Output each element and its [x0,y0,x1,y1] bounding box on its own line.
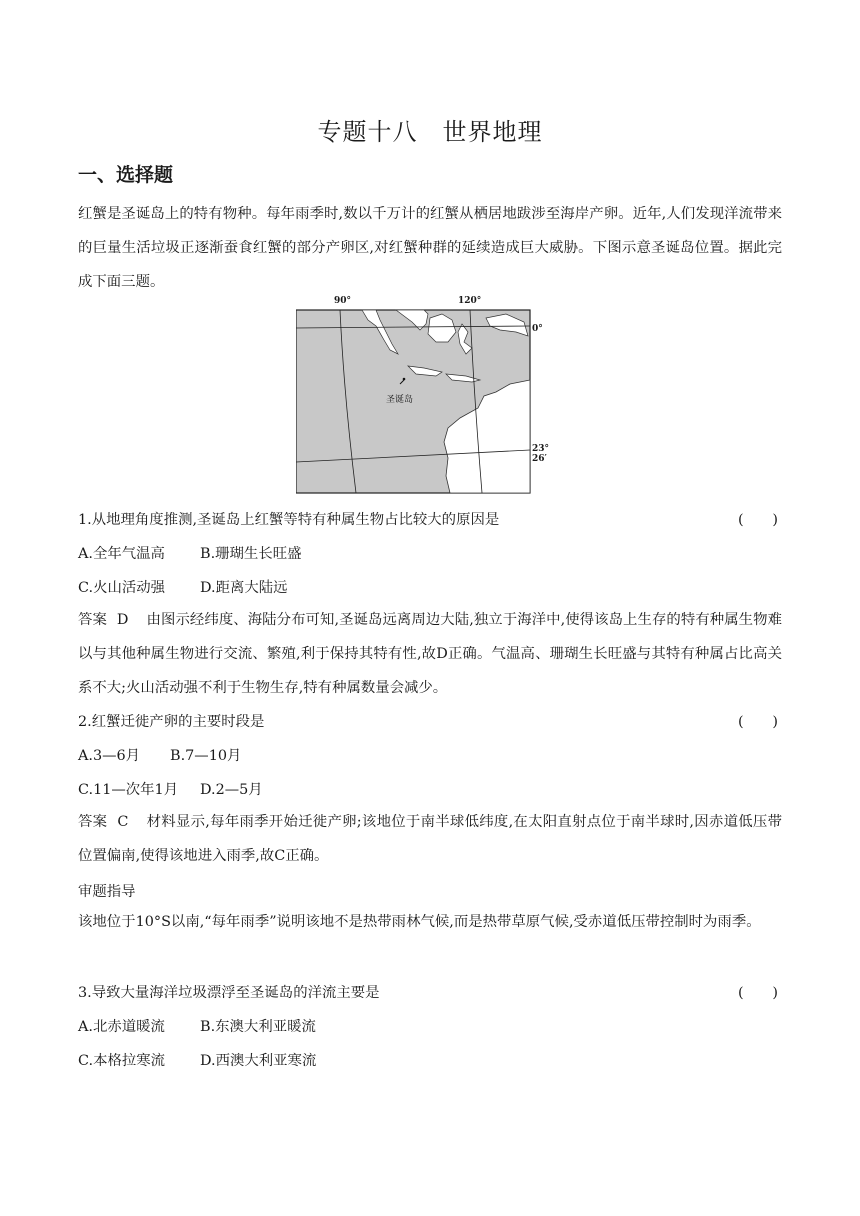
map-svg [296,296,566,496]
q1-explanation: 由图示经纬度、海陆分布可知,圣诞岛远离周边大陆,独立于海洋中,使得该岛上生存的特有种属生物难以与其他种属生物进行交流、繁殖,利于保持其特有性,故D正确。气温高、珊瑚生长旺盛与其特有种属占比高关系不大;火山活动强不利于生物生存,特有种属数量会减少。 [78,612,782,696]
q2-stem: 2.红蟹迁徙产卵的主要时段是 [78,714,265,730]
q2-option-a: A.3—6月 [78,748,141,764]
intro-paragraph: 红蟹是圣诞岛上的特有物种。每年雨季时,数以千万计的红蟹从栖居地跋涉至海岸产卵。近年,人们发现洋流带来的巨量生活垃圾正逐渐蚕食红蟹的部分产卵区,对红蟹种群的延续造成巨大威胁。下图示意圣诞岛位置。据此完成下面三题。 [78,206,782,290]
q1-answer-letter: D [116,612,129,628]
q2-answer-paren: ( ) [738,714,779,730]
q3-option-b: B.东澳大利亚暖流 [200,1019,316,1035]
q1-option-a: A.全年气温高 [78,546,165,562]
q1-option-d: D.距离大陆远 [200,580,288,596]
q3-stem: 3.导致大量海洋垃圾漂浮至圣诞岛的洋流主要是 [78,985,380,1001]
q2-guide-title: 审题指导 [78,884,136,900]
q1-answer-block [78,603,782,705]
q2-option-c: C.11—次年1月 [78,782,179,798]
section-heading: 一、选择题 [78,164,174,186]
q2-guide-text: 该地位于10°S以南,“每年雨季”说明该地不是热带雨林气候,而是热带草原气候,受赤道低压带控制时为雨季。 [78,914,761,930]
tropic-label: 23° 26′ [532,444,550,464]
q2-option-d: D.2—5月 [200,782,263,798]
q2-answer-label: 答案 [78,814,108,830]
q1-option-b: B.珊瑚生长旺盛 [200,546,302,562]
equator-label: 0° [532,324,543,334]
q1-answer-paren: ( ) [738,512,779,528]
page-title: 专题十八 世界地理 [317,118,543,146]
q3-option-c: C.本格拉寒流 [78,1053,166,1069]
longitude-90-label: 90° [334,296,352,306]
q2-option-b: B.7—10月 [170,748,242,764]
q3-option-a: A.北赤道暖流 [78,1019,165,1035]
q1-stem: 1.从地理角度推测,圣诞岛上红蟹等特有种属生物占比较大的原因是 [78,512,500,528]
q3-option-d: D.西澳大利亚寒流 [200,1053,317,1069]
longitude-120-label: 120° [458,296,482,306]
q2-answer-letter: C [117,814,129,830]
q1-answer-label: 答案 [78,612,107,628]
q3-answer-paren: ( ) [738,985,779,1001]
christmas-island-map [296,296,566,496]
christmas-island-label: 圣诞岛 [386,395,414,405]
q1-option-c: C.火山活动强 [78,580,166,596]
q2-answer-block [78,805,782,873]
christmas-island-marker [403,378,406,381]
q2-explanation: 材料显示,每年雨季开始迁徙产卵;该地位于南半球低纬度,在太阳直射点位于南半球时,因赤道低压带位置偏南,使得该地进入雨季,故C正确。 [78,814,782,864]
